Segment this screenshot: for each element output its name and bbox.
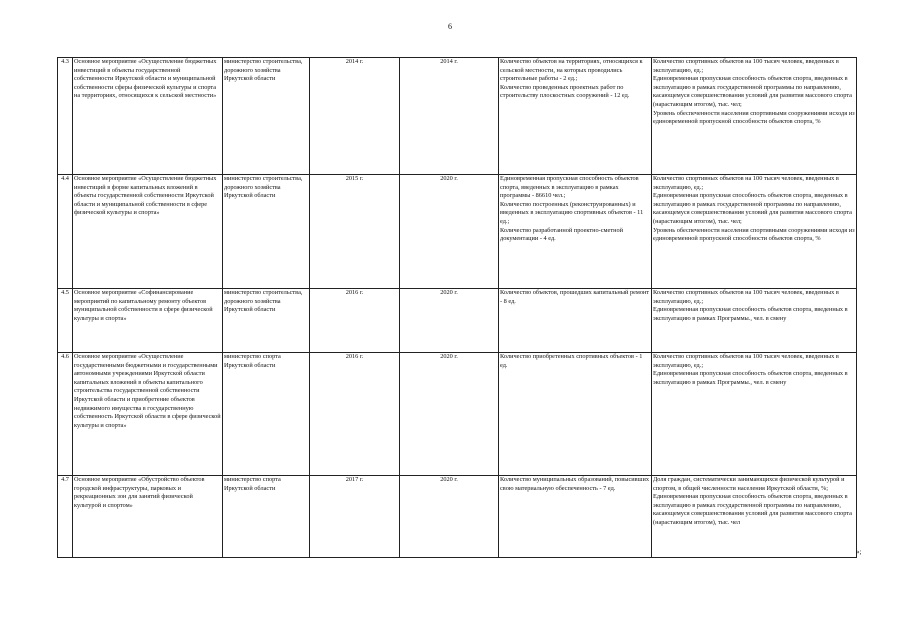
cell-row-number: 4.4 (58, 175, 73, 289)
cell-expected-result: Количество объектов на территориях, относящихся к сельской местности, на которых проводились строительные работы - 2 ед.; Количество проведенных проектных работ по строительству плоскостных сооружений - 12 ед. (499, 58, 652, 175)
cell-start-year: 2017 г. (310, 476, 400, 558)
closing-quote-mark: »; (856, 548, 862, 556)
page-number: 6 (448, 22, 452, 31)
cell-executor: министерство спорта Иркутской области (223, 476, 310, 558)
cell-row-number: 4.3 (58, 58, 73, 175)
cell-end-year: 2020 г. (400, 353, 499, 476)
cell-executor: министерство строительства, дорожного хозяйства Иркутской области (223, 289, 310, 353)
cell-event-name: Основное мероприятие «Обустройство объектов городской инфраструктуры, парковых и рекреационных зон для занятий физической культурой и спортом» (73, 476, 223, 558)
cell-executor: министерство строительства, дорожного хозяйства Иркутской области (223, 175, 310, 289)
table-row (58, 476, 857, 558)
cell-target-indicators: Количество спортивных объектов на 100 тысяч человек, введенных в эксплуатацию, ед.; Единовременная пропускная способность объектов спорта, введенных в эксплуатацию в рамках государственной программы по направлению, касающемуся совершенствования условий для развития массового спорта (нарастающим итогом), тыс. чел; Уровень обеспеченности населения спортивными сооружениями исходя из единовременной пропускной способности объектов спорта, % (652, 175, 857, 289)
cell-executor: министерство строительства, дорожного хозяйства Иркутской области (223, 58, 310, 175)
cell-target-indicators: Количество спортивных объектов на 100 тысяч человек, введенных в эксплуатацию, ед.; Единовременная пропускная способность объектов спорта, введенных в эксплуатацию в рамках государственной программы по направлению, касающемуся совершенствования условий для развития массового спорта (нарастающим итогом), тыс. чел; Уровень обеспеченности населения спортивными сооружениями исходя из единовременной пропускной способности объектов спорта, % (652, 58, 857, 175)
cell-row-number: 4.6 (58, 353, 73, 476)
cell-start-year: 2015 г. (310, 175, 400, 289)
table-row (58, 353, 857, 476)
cell-expected-result: Количество муниципальных образований, повысивших свою материальную обеспеченность - 7 ед. (499, 476, 652, 558)
cell-row-number: 4.5 (58, 289, 73, 353)
program-events-table (57, 57, 857, 558)
cell-end-year: 2020 г. (400, 289, 499, 353)
table-row (58, 175, 857, 289)
cell-end-year: 2014 г. (400, 58, 499, 175)
cell-start-year: 2016 г. (310, 289, 400, 353)
cell-executor: министерство спорта Иркутской области (223, 353, 310, 476)
cell-end-year: 2020 г. (400, 175, 499, 289)
cell-event-name: Основное мероприятие «Осуществление бюджетных инвестиций в форме капитальных вложений в объекты государственной собственности Иркутской области и муниципальной собственности в сфере физической культуры и спорта» (73, 175, 223, 289)
cell-expected-result: Количество объектов, прошедших капитальный ремонт - 8 ед. (499, 289, 652, 353)
cell-row-number: 4.7 (58, 476, 73, 558)
cell-target-indicators: Доля граждан, систематически занимающихся физической культурой и спортом, в общей численности населения Иркутской области, %; Единовременная пропускная способность объектов спорта, введенных в эксплуатацию в рамках государственной программы по направлению, касающемуся совершенствования условий для развития массового спорта (нарастающим итогом), тыс. чел (652, 476, 857, 558)
table-row (58, 289, 857, 353)
cell-target-indicators: Количество спортивных объектов на 100 тысяч человек, введенных в эксплуатацию, ед.; Единовременная пропускная способность объектов спорта, введенных в эксплуатацию в рамках Программы., чел. в смену (652, 289, 857, 353)
cell-event-name: Основное мероприятие «Осуществление государственными бюджетными и государственными автономными учреждениями Иркутской области капитальных вложений в объекты капитального строительства государственной собственности Иркутской области и приобретение объектов недвижимого имущества в государственную собственность Иркутской области в сфере физической культуры и спорта» (73, 353, 223, 476)
cell-event-name: Основное мероприятие «Софинансирование мероприятий по капитальному ремонту объектов муниципальной собственности в сфере физической культуры и спорта» (73, 289, 223, 353)
cell-expected-result: Количество приобретенных спортивных объектов - 1 ед. (499, 353, 652, 476)
cell-end-year: 2020 г. (400, 476, 499, 558)
cell-target-indicators: Количество спортивных объектов на 100 тысяч человек, введенных в эксплуатацию, ед.; Единовременная пропускная способность объектов спорта, введенных в эксплуатацию в рамках Программы., чел. в смену (652, 353, 857, 476)
cell-start-year: 2016 г. (310, 353, 400, 476)
table-row (58, 58, 857, 175)
cell-expected-result: Единовременная пропускная способность объектов спорта, введенных в эксплуатацию в рамках программы - 86610 чел.; Количество построенных (реконструированных) и введенных в эксплуатацию спортивных объектов - 11 ед.; Количество разработанной проектно-сметной документации - 4 ед. (499, 175, 652, 289)
cell-event-name: Основное мероприятие «Осуществление бюджетных инвестиций в объекты государственной собственности Иркутской области и муниципальной собственности сферы физической культуры и спорта на территориях, относящихся к сельской местности» (73, 58, 223, 175)
cell-start-year: 2014 г. (310, 58, 400, 175)
